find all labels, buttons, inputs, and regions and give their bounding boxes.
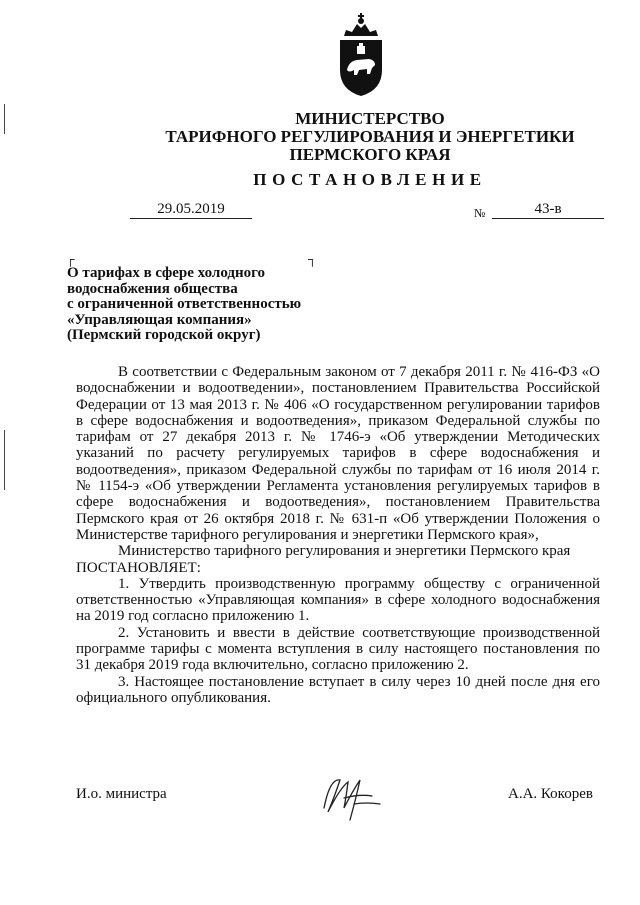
preamble-paragraph: В соответствии с Федеральным законом от 7 декабря 2011 г. № 416-ФЗ «О водоснабжении и водоотведении», постановлением Правительства Российской Федерации от 13 мая 2013 г. № 406 «О государственном регулировании тарифов в сфере водоснабжения и водоотведения», приказом Федеральной службы по тарифам от 27 декабря 2013 г. № 1746-э «Об утверждении Методических указаний по расчету регулируемых тарифов в сфере водоснабжения и водоотведения», приказом Федеральной службы по тарифам от 16 июля 2014 г. № 1154-э «Об утверждении Регламента установления регулируемых тарифов в сфере водоснабжения и водоотведения», постановлением Правительства Пермского края от 26 октября 2018 г. № 631-п «Об утверждении Положения о Министерстве тарифного регулирования и энергетики Пермского края»,	[76, 364, 600, 543]
ministry-name-line2: ТАРИФНОГО РЕГУЛИРОВАНИЯ И ЭНЕРГЕТИКИ	[165, 127, 575, 146]
document-type-title: ПОСТАНОВЛЕНИЕ	[253, 170, 487, 189]
resolution-item-2: 2. Установить и ввести в действие соответствующие производственной программе тарифы с момента вступления в силу настоящего постановления по 31 декабря 2019 года включительно, согласно приложению 2.	[76, 624, 600, 674]
resolves-word: ПОСТАНОВЛЯЕТ:	[76, 559, 201, 576]
document-number: 43-в	[534, 201, 562, 217]
ministry-name-line1: МИНИСТЕРСТВО	[295, 109, 445, 128]
handwritten-signature	[310, 768, 390, 828]
ministry-name-line3: ПЕРМСКОГО КРАЯ	[289, 145, 451, 164]
subject-line: с ограниченной ответственностью	[67, 296, 302, 312]
resolution-item-1: 1. Утвердить производственную программу обществу с ограниченной ответственностью «Управляющая компания» в сфере холодного водоснабжения на 2019 год согласно приложению 1.	[76, 575, 600, 625]
subject-line: водоснабжения общества	[67, 280, 238, 297]
signatory-position: И.о. министра	[76, 786, 167, 802]
subject-bracket-left: ┌	[66, 252, 75, 266]
scan-edge-mark	[4, 430, 5, 490]
document-subject	[67, 266, 327, 344]
resolves-intro: Министерство тарифного регулирования и энергетики Пермского края	[118, 543, 571, 560]
number-underline	[492, 218, 604, 219]
subject-line: О тарифах в сфере холодного	[67, 265, 266, 281]
date-underline	[130, 218, 252, 219]
subject-bracket-right: ┐	[308, 252, 317, 266]
resolution-item-3: 3. Настоящее постановление вступает в силу через 10 дней после дня его официального опубликования.	[76, 673, 600, 706]
document-body	[76, 364, 600, 706]
subject-line: «Управляющая компания»	[67, 311, 252, 328]
document-date: 29.05.2019	[157, 201, 225, 217]
coat-of-arms-icon	[332, 8, 390, 98]
subject-line: (Пермский городской округ)	[67, 327, 261, 343]
scan-edge-mark	[4, 104, 5, 134]
signatory-name: А.А. Кокорев	[508, 786, 593, 802]
number-sign: №	[474, 206, 486, 220]
